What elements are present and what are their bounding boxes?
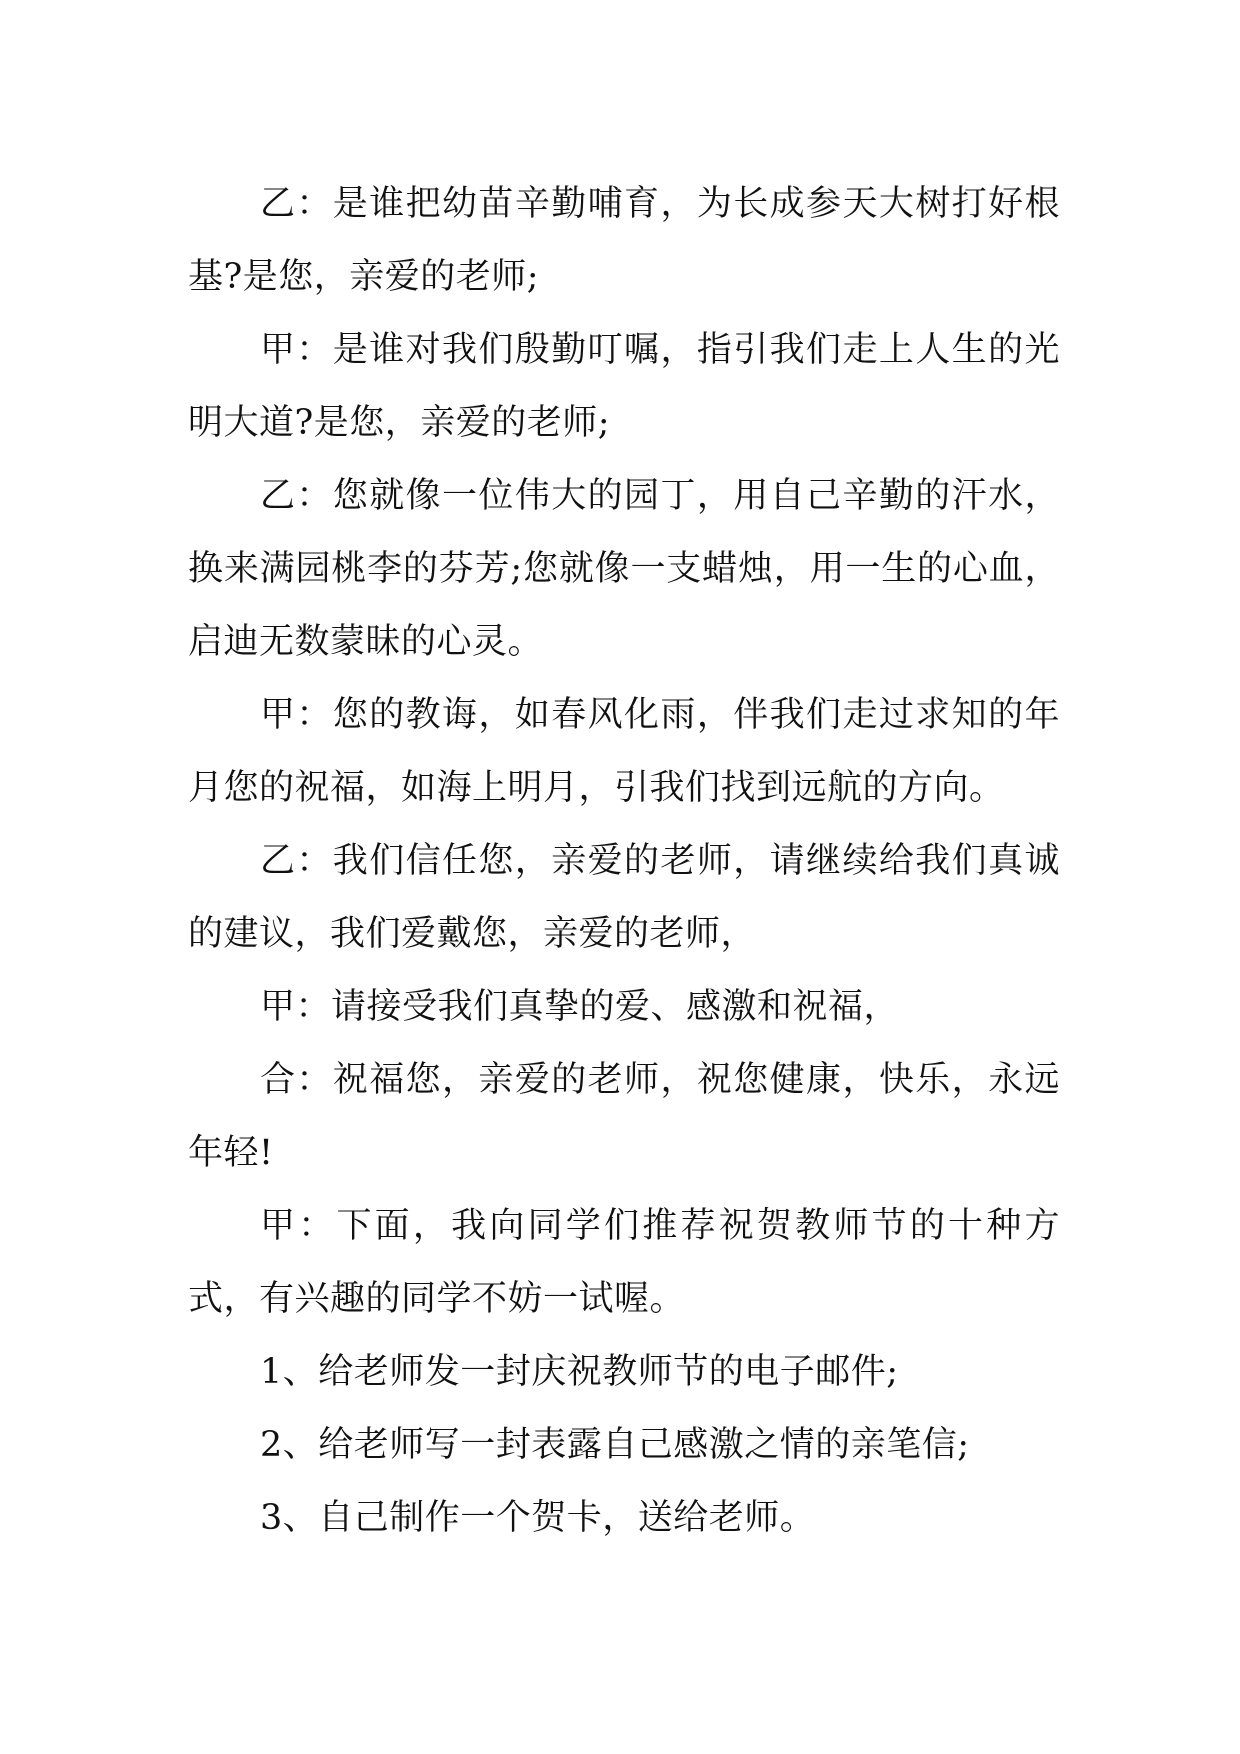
paragraph-2: 甲：是谁对我们殷勤叮嘱，指引我们走上人生的光明大道?是您，亲爱的老师; [188,330,1060,443]
document-body [188,168,1060,1555]
paragraph-3: 乙：您就像一位伟大的园丁，用自己辛勤的汗水，换来满园桃李的芬芳;您就像一支蜡烛，用一生的心血，启迪无数蒙昧的心灵。 [188,476,1060,662]
list-item-2: 2、给老师写一封表露自己感激之情的亲笔信; [260,1425,970,1465]
paragraph-7: 合：祝福您，亲爱的老师，祝您健康，快乐，永远年轻! [188,1060,1060,1173]
list-item-1: 1、给老师发一封庆祝教师节的电子邮件; [260,1352,899,1392]
paragraph-1: 乙：是谁把幼苗辛勤哺育，为长成参天大树打好根基?是您，亲爱的老师; [188,184,1060,297]
paragraph-5: 乙：我们信任您，亲爱的老师，请继续给我们真诚的建议，我们爱戴您，亲爱的老师， [188,841,1060,954]
list-item-3: 3、自己制作一个贺卡，送给老师。 [260,1498,816,1538]
paragraph-8: 甲：下面，我向同学们推荐祝贺教师节的十种方式，有兴趣的同学不妨一试喔。 [188,1206,1060,1319]
paragraph-4: 甲：您的教诲，如春风化雨，伴我们走过求知的年月您的祝福，如海上明月，引我们找到远航的方向。 [188,695,1060,808]
paragraph-6: 甲：请接受我们真挚的爱、感激和祝福， [260,987,900,1027]
